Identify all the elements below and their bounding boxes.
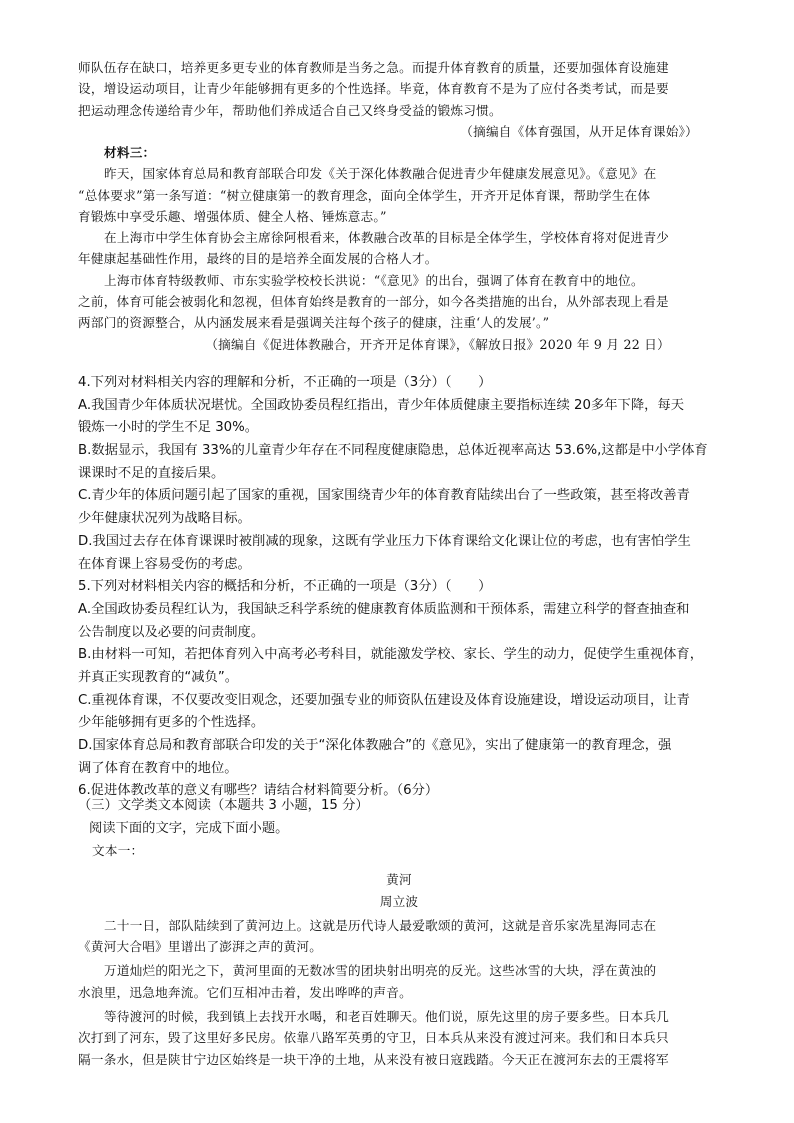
text-line: 把运动理念传递给青少年，帮助他们养成适合自己又终身受益的锻炼习惯。 xyxy=(78,102,502,118)
text-line: 万道灿烂的阳光之下，黄河里面的无数冰雪的团块射出明亮的反光。这些冰雪的大块，浮在黄浊的 xyxy=(104,963,657,979)
q4-option-d-cont: 在体育课上容易受伤的考虑。 xyxy=(78,556,251,572)
text-line: 之前，体育可能会被弱化和忽视，但体育始终是教育的一部分，如今各类措施的出台，从外部表现上看是 xyxy=(78,294,669,310)
article-title: 黄河 xyxy=(386,872,412,888)
text-line: 《黄河大合唱》里谱出了澎湃之声的黄河。 xyxy=(78,939,323,955)
q5-option-a-cont: 公告制度以及必要的问责制度。 xyxy=(78,624,265,640)
text-line: “总体要求”第一条写道：“树立健康第一的教育理念，面向全体学生，开齐开足体育课，帮助学生在体 xyxy=(78,187,651,203)
text-line: 二十一日，部队陆续到了黄河边上。这就是历代诗人最爱歌颂的黄河，这就是音乐家冼星海同志在 xyxy=(104,917,657,933)
q4-option-a[interactable]: A.我国青少年体质状况堪忧。全国政协委员程红指出，青少年体质健康主要指标连续 20多年下降，每天 xyxy=(78,397,684,413)
question-4-stem: 4.下列对材料相关内容的理解和分析，不正确的一项是（3分）（ ） xyxy=(78,375,492,390)
text-line: 上海市体育特级教师、市东实验学校校长洪说：“《意见》的出台，强调了体育在教育中的地位。 xyxy=(104,272,644,288)
q5-option-d[interactable]: D.国家体育总局和教育部联合印发的关于“深化体教融合”的《意见》，实出了健康第一的教育理念，强 xyxy=(78,738,672,753)
material3 xyxy=(78,142,720,355)
text-line: 水浪里，迅急地奔流。它们互相冲击着，发出哗哗的声音。 xyxy=(78,984,412,1000)
section3-header xyxy=(78,795,720,840)
text-line: 次打到了河东，毁了这里好多民房。依靠八路军英勇的守卫，日本兵从来没有渡过河来。我们和日本兵只 xyxy=(78,1030,669,1046)
text-line: 等待渡河的时候，我到镇上去找开水喝，和老百姓聊天。他们说，原先这里的房子要多些。日本兵几 xyxy=(104,1009,670,1025)
material-heading: 材料三： xyxy=(104,145,156,160)
q4-option-d[interactable]: D.我国过去存在体育课课时被削减的现象，这既有学业压力下体育课给文化课让位的考虑，也有害怕学生 xyxy=(78,533,691,549)
text-line: 隔一条水，但是陕甘宁边区始终是一块干净的土地，从来没有被日寇践踏。今天正在渡河东去的王震将军 xyxy=(78,1051,669,1067)
q5-option-b-cont: 并真正实现教育的“减负”。 xyxy=(78,669,239,685)
literary-text xyxy=(78,840,720,1070)
text-line: 师队伍存在缺口，培养更多更专业的体育教师是当务之急。而提升体育教育的质量，还要加强体育设施建 xyxy=(78,60,669,75)
text-line: 两部门的资源整合，从内涵发展来看是强调关注每个孩子的健康，注重‘人的发展’。” xyxy=(78,315,550,331)
q5-option-d-cont: 调了体育在教育中的地位。 xyxy=(78,760,238,776)
q4-option-b-cont: 课课时不足的直接后果。 xyxy=(78,465,225,481)
text-line: 昨天，国家体育总局和教育部联合印发《关于深化体教融合促进青少年健康发展意见》。《意见》在 xyxy=(104,166,657,182)
section-instruction: 阅读下面的文字，完成下面小题。 xyxy=(89,820,289,836)
text-label: 文本一： xyxy=(92,843,144,858)
q5-option-c[interactable]: C.重视体育课，不仅要改变旧观念，还要加强专业的师资队伍建设及体育设施建设，增设运动项目，让青 xyxy=(78,692,690,708)
q4-option-c[interactable]: C.青少年的体质问题引起了国家的重视，国家围绕青少年的体育教育陆续出台了一些政策，甚至将改善青 xyxy=(78,488,690,504)
q4-option-b[interactable]: B.数据显示，我国有 33%的儿童青少年存在不同程度健康隐患，总体近视率高达 53.6%,这都是中小学体育 xyxy=(78,443,708,459)
q5-option-b[interactable]: B.由材料一可知，若把体育列入中高考必考科目，就能激发学校、家长、学生的动力，促使学生重视体育， xyxy=(78,647,704,663)
text-line: 年健康起基础性作用，最终的目的是培养全面发展的合格人才。 xyxy=(78,251,438,267)
question-6-stem: 6.促进体教改革的意义有哪些？请结合材料简要分析。（6分） xyxy=(78,783,439,799)
q4-option-a-cont: 锻炼一小时的学生不足 30%。 xyxy=(78,420,259,436)
text-line: 在上海市中学生体育协会主席徐阿根看来，体教融合改革的目标是全体学生，学校体育将对促进青少 xyxy=(104,230,670,246)
source-note: （摘编自《体育强国，从开足体育课始》） xyxy=(460,123,698,139)
question-5-stem: 5.下列对材料相关内容的概括和分析，不正确的一项是（3分）（ ） xyxy=(78,579,492,595)
text-line: 育锻炼中享受乐趣、增强体质、健全人格、锤炼意志。” xyxy=(78,208,387,224)
section-heading: （三）文学类文本阅读（本题共 3 小题，15 分） xyxy=(78,798,369,813)
article-author: 周立波 xyxy=(379,893,419,909)
q5-option-a[interactable]: A.全国政协委员程红认为，我国缺乏科学系统的健康教育体质监测和干预体系，需建立科学的督查抽查和 xyxy=(78,601,690,617)
source-note: （摘编自《促进体教融合，开齐开足体育课》，《解放日报》2020 年 9 月 22 日） xyxy=(205,336,670,352)
text-line: 设，增设运动项目，让青少年能够拥有更多的个性选择。毕竟，体育教育不是为了应付各类考试，而是要 xyxy=(78,81,669,97)
material2-tail xyxy=(78,57,720,142)
q4-option-c-cont: 少年健康状况列为战略目标。 xyxy=(78,511,251,527)
questions xyxy=(78,372,720,803)
q5-option-c-cont: 少年能够拥有更多的个性选择。 xyxy=(78,715,265,731)
